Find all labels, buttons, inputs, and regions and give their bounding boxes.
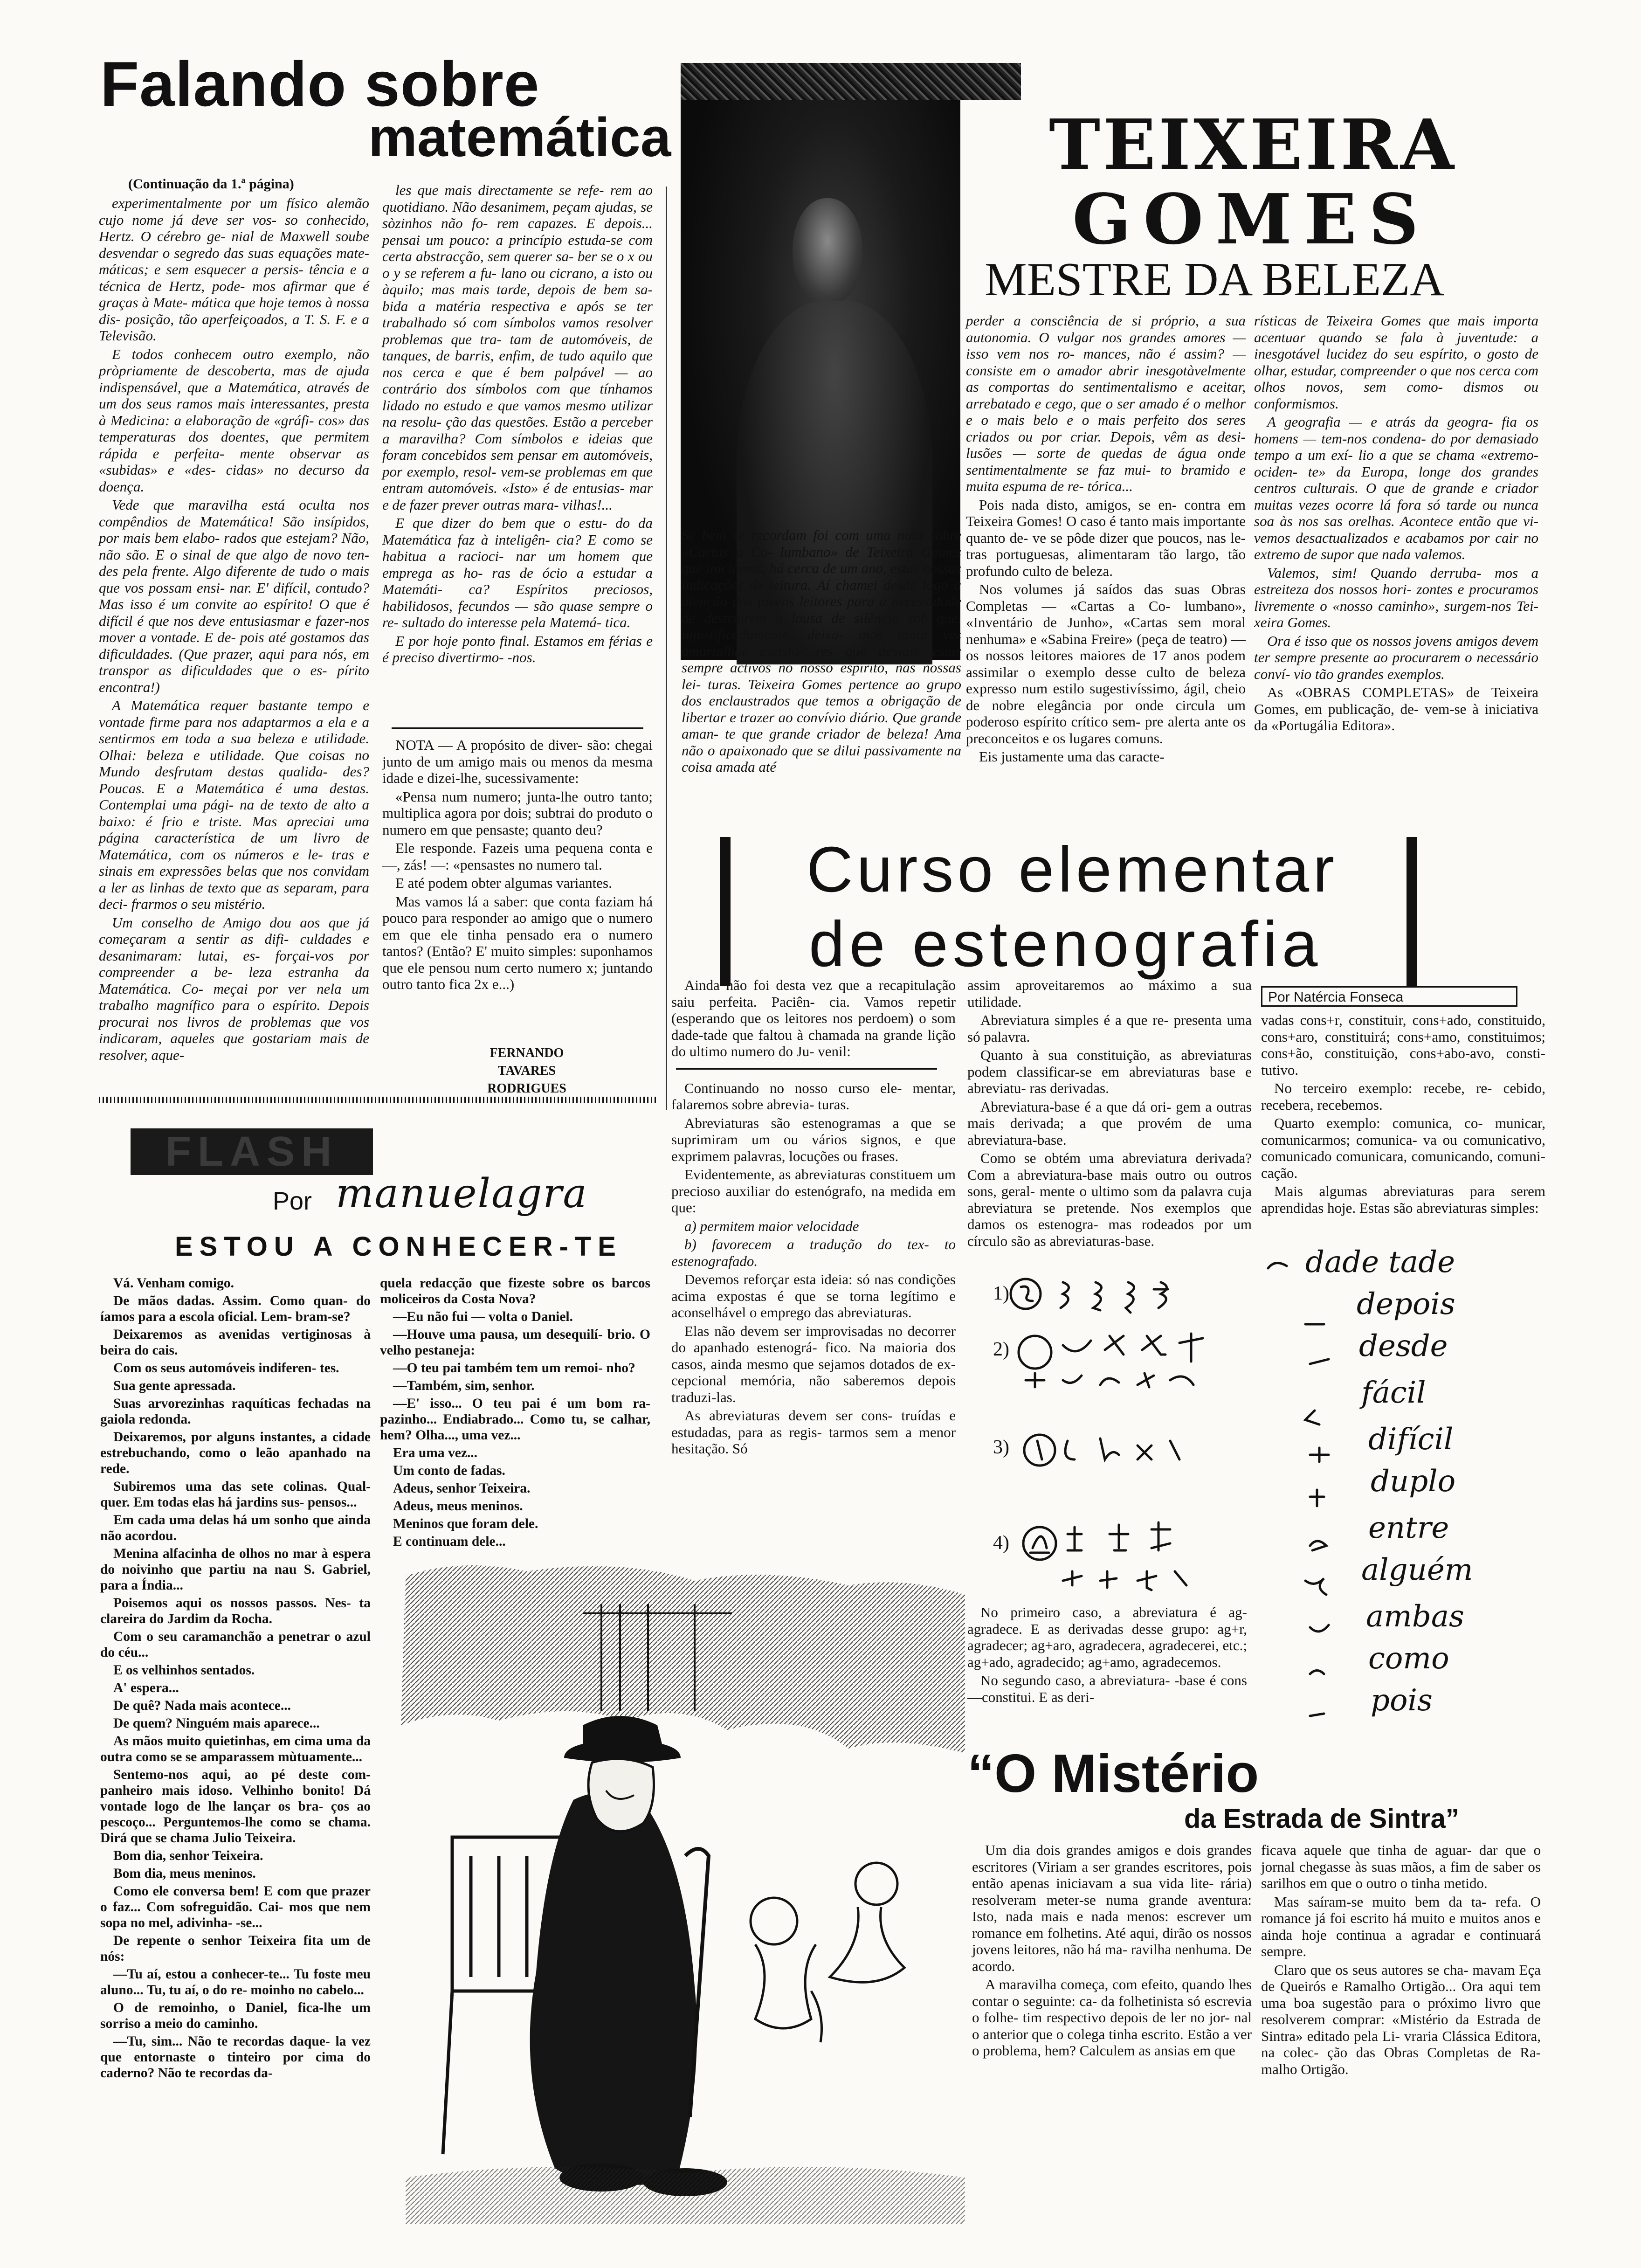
divider [392, 727, 643, 729]
paragraph: Ele responde. Fazeis uma pequena conta e —, zás! —: «pensastes no numero tal. [382, 840, 653, 873]
stroke [1030, 1536, 1049, 1553]
paragraph: —Eu não fui — volta o Daniel. [393, 1309, 573, 1324]
math-title-line1: Falando sobre [100, 48, 540, 119]
shorthand-svg [984, 1268, 1263, 1623]
paragraph: Mais algumas abreviaturas para serem aprendidas hoje. Estas são abreviaturas simples: [1261, 1183, 1545, 1216]
stroke [1138, 1571, 1156, 1590]
paragraph: Evidentemente, as abreviaturas constituem um precioso auxiliar do estenógrafo, na medida em que: [671, 1166, 956, 1216]
paragraph: —Também, sim, senhor. [393, 1378, 535, 1393]
base-circle-2 [1019, 1336, 1051, 1369]
stroke [1175, 1571, 1186, 1585]
stroke [1021, 1286, 1033, 1301]
base-circle-4 [1023, 1527, 1056, 1560]
paragraph: De quê? Nada mais acontece... [113, 1698, 291, 1713]
ground [406, 2167, 965, 2224]
stroke [1100, 1438, 1119, 1459]
math-nota [382, 737, 653, 1040]
por-label: Por [273, 1187, 312, 1215]
math-author: FERNANDO TAVARES RODRIGUES [487, 1046, 566, 1096]
paragraph: Um conselho de Amigo dou aos que já começaram a sentir as difi- culdades e desanimaram: lutai, es- forçai-vos por compreender a be- leza estranha da Matemática. Co- meçai por ver nela um trabalho magnífico para o espírito. Depois procurai nos livros de problemas que vos indicaram, aqueles que gostariam mais de resolver, aque- [99, 914, 369, 1063]
gomes-title: GOMES [1072, 179, 1431, 260]
paragraph: Vede que maravilha está oculta nos compêndios de Matemática! São insípidos, por mais bem elabo- rados que estejam? Não, não são. E o sinal de que algo de novo ten- des pela frente. Algo diferente de tudo o mais que vos possam ensi- nar. E' difícil, contudo? Mas isso é um convite ao espírito! O que é difícil é que nos deve entusiasmar e fazer-nos mover a vontade. E de- pois até gostamos das dificuldades. (Que prazer, aqui para nós, em transpor as dificuldades que o es- pírito encontra!) [99, 497, 369, 695]
stroke [1310, 1671, 1324, 1674]
paragraph: De quem? Ninguém mais aparece... [113, 1716, 320, 1731]
paragraph: Poisemos aqui os nossos passos. Nes- ta clareira do Jardim da Rocha. [100, 1596, 371, 1626]
stroke [1170, 1441, 1179, 1459]
paragraph: Deixaremos, por alguns instantes, a cidade estrebuchando, como o leão apanhado na rede. [100, 1430, 371, 1476]
math-column-1 [99, 195, 369, 1095]
paragraph: «Pensa num numero; junta-lhe outro tanto; multiplica agora por dois; subtrai do produto o numero em que pensaste; quanto deu? [382, 788, 653, 838]
paragraph: Devemos reforçar esta ideia: só nas condições acima expostas é que se torna legítimo e aconselhável o emprego das abreviaturas. [671, 1271, 956, 1321]
paragraph: E por hoje ponto final. Estamos em férias e é preciso divertirmo- -nos. [382, 632, 653, 665]
stroke [1105, 1336, 1124, 1355]
paragraph: Abreviaturas são estenogramas a que se suprimiram um ou vários signos, e que exprimem palavras, locuções ou frases. [671, 1114, 956, 1164]
paragraph: No segundo caso, a abreviatura- -base é cons—constitui. E as deri- [967, 1672, 1247, 1705]
paragraph: E até podem obter algumas variantes. [395, 875, 612, 891]
paragraph: A' espera... [113, 1680, 179, 1695]
flash-banner: FLASH [131, 1128, 373, 1175]
stroke [1093, 1282, 1102, 1310]
paragraph: vadas cons+r, constituir, cons+ado, constituido, cons+aro, constituirá; cons+amo, constituimos; cons+ão, constituição, cons+abo-avo, consti- tutivo. [1261, 1012, 1545, 1078]
stroke [1170, 1376, 1193, 1385]
handwritten-word: desde [1359, 1329, 1448, 1363]
paragraph: No terceiro exemplo: recebe, re- cebido, recebera, recebemos. [1261, 1080, 1545, 1113]
teixeira-col-right [1254, 312, 1538, 830]
estou-title: ESTOU A CONHECER-TE [175, 1231, 622, 1262]
stroke [1110, 1525, 1128, 1550]
estenografia-title-line1: Curso elementar [807, 834, 1338, 906]
paragraph: perder a consciência de si próprio, a sua autonomia. O vulgar nos grandes amores — isso vem nos ro- mances, não é assim? — consiste em o amador abrir inesgotàvelmente as comportas do sentimentalismo e aceitar, arrebatado e cego, que o ser amado é o melhor e o mais belo e o mais perfeito dos seres criados ou por criar. Depois, vêm as desi- lusões — sorte de quedas de água onde sentimentalmente se faz mui- to bramido e muita espuma de re- tórica... [966, 312, 1246, 494]
paragraph: Como ele conversa bem! E com que prazer o faz... Com sofreguidão. Cai- mos que nem sopa no mel, adivinha- -se... [100, 1884, 371, 1930]
paragraph: Um conto de fadas. [393, 1463, 505, 1478]
paragraph: Um dia dois grandes amigos e dois grandes escritores (Viriam a ser grandes escritores, pois então apenas iniciavam a sua vida lite- rária) resolveram meter-se numa grande aventura: Isto, nada mais e nada menos: escrever um romance em folhetins. Até aqui, dirão os nossos jovens leitores, não há ma- ravilha nenhuma. De acordo. [972, 1842, 1252, 1974]
flash-column-1 [100, 1275, 371, 2171]
paragraph: Se bem se recordam foi com uma nota sobre «Cartas a Co- lumbano» de Teixeira Gomes que iniciámos, há cerca de um ano, estas nossas indicações de leitura. Aí chamei desde logo a atenção dos jovens leitores para a necessidade de destruírem a lousa de silêncio sob que, injustificadamente, deixa- mos tanta vez amortalhar escrito- res que deviam estar sempre activos no nosso espírito, nas nossas lei- turas. Teixeira Gomes pertence ao grupo dos enclaustrados que temos a obrigação de libertar e trazer ao convívio diário. Que grande aman- te que grande criador de beleza! Ama não o apaixonado que se dilui passivamente na coisa amada até [682, 527, 961, 775]
stroke [1310, 1541, 1326, 1550]
teixeira-col-mid [966, 312, 1246, 811]
children [751, 1863, 904, 2042]
illustration-old-man [406, 1557, 965, 2224]
stroke [1063, 1376, 1082, 1383]
paragraph: E todos conhecem outro exemplo, não pròpriamente de descoberta, mas de ajuda indispensável, que a Matemática, através de um dos seus ramos mais interessantes, presta à Medicina: a elaboração de «gráfi- cos» das temperaturas dos doentes, que permitem rápida e perfeita- mente observar as «subidas» e «des- cidas» no decurso da doença. [99, 346, 369, 495]
example-number: 4) [993, 1532, 1009, 1554]
handwritten-word: como [1368, 1641, 1449, 1676]
handwritten-word: fácil [1361, 1376, 1426, 1410]
paragraph: Era uma vez... [393, 1445, 478, 1460]
paragraph: Com os seus automóveis indiferen- tes. [113, 1361, 339, 1376]
handwritten-word: difícil [1368, 1422, 1454, 1457]
paragraph: De repente o senhor Teixeira fita um de nós: [100, 1933, 371, 1964]
estenografia-col-3 [1261, 1012, 1545, 1245]
paragraph: Abreviatura simples é a que re- presenta uma só palavra. [967, 1012, 1252, 1045]
stroke [1065, 1441, 1075, 1459]
paragraph: b) favorecem a tradução do tex- to estenografado. [671, 1236, 956, 1269]
paragraph: O de remoinho, o Daniel, fica-lhe um sorriso a meio do caminho. [100, 2000, 371, 2031]
paragraph: Em cada uma delas há um sonho que ainda não acordou. [100, 1513, 371, 1543]
foliage [401, 1565, 965, 1753]
stroke [1268, 1263, 1287, 1268]
stroke [1138, 1445, 1151, 1459]
paragraph: —E' isso... O teu pai é um bom ra- pazinho... Endiabrado... Como tu, se calhar, hem? Olha..., uma vez... [380, 1396, 650, 1443]
stroke [1068, 1527, 1082, 1550]
paragraph: assim aproveitaremos ao máximo a sua utilidade. [967, 977, 1252, 1010]
paragraph: As «OBRAS COMPLETAS» de Teixeira Gomes, em publicação, de- vem-se à iniciativa da «Portugália Editora». [1254, 684, 1538, 733]
paragraph: Deixaremos as avenidas vertiginosas à beira do cais. [100, 1327, 371, 1358]
estenografia-title-line2: de estenografia [809, 908, 1323, 980]
paragraph: a) permitem maior velocidade [684, 1217, 859, 1234]
stroke [1305, 1578, 1326, 1595]
paragraph: Pois nada disto, amigos, se en- contra em Teixeira Gomes! O caso é tanto mais importante quanto de- ve se pôde dizer que poucos, nas le- tras portuguesas, alimentaram tão largo, tão profundo culto de beleza. [966, 496, 1246, 579]
paragraph: Menina alfacinha de olhos no mar à espera do noivinho que partiu na nau S. Gabriel, para a Índia... [100, 1546, 371, 1593]
paragraph: Nos volumes já saídos das suas Obras Completas — «Cartas a Co- lumbano», «Inventário de Junho», «Cartas sem moral nenhuma» e «Sabina Freire» (peça de teatro) — os nossos leitores maiores de 17 anos podem assimilar o exemplo desse culto de beleza expresso num estilo sugestivíssimo, ágil, cheio de nobre elegância por onde circula um poderoso espírito crítico sem- pre alerta ante os preconceitos e os lugares comuns. [966, 581, 1246, 747]
stroke [1063, 1571, 1082, 1585]
misterio-col-2 [1261, 1842, 1541, 2206]
portrait-face [793, 198, 862, 305]
stroke [1061, 1282, 1069, 1308]
paragraph: Elas não devem ser improvisadas no decorrer do apanhado estenográ- fico. Na maioria dos casos, ainda mesmo que sejamos dotados de ex- cepcional memória, não saberemos depois traduzi-las. [671, 1322, 956, 1405]
stroke [1154, 1282, 1168, 1308]
mestre-subtitle: MESTRE DA BELEZA [985, 253, 1444, 306]
paragraph: Como se obtém uma abreviatura derivada? Com a abreviatura-base mais outro ou outros sons, geral- mente o ultimo som da palavra cuja abreviatura se pretende. Nos exemplos que damos os estenogra- mas rodeados por um círculo são as abreviaturas-base. [967, 1150, 1252, 1249]
estenografia-col-1 [671, 977, 956, 1536]
paragraph: Vá. Venham comigo. [113, 1276, 234, 1291]
paragraph: Bom dia, senhor Teixeira. [113, 1848, 263, 1863]
paragraph: Mas saíram-se muito bem da ta- refa. O romance já foi escrito há muito e muitos anos e ainda hoje continua a agradar e continuará sempre. [1261, 1893, 1541, 1959]
paragraph: Eis justamente uma das caracte- [979, 748, 1165, 765]
paragraph: E continuam dele... [393, 1534, 506, 1549]
paragraph: Ora é isso que os nossos jovens amigos devem ter sempre presente ao procurarem o necessário conví- vio tão grandes exemplos. [1254, 632, 1538, 682]
misterio-col-1 [972, 1842, 1252, 2206]
stroke [1151, 1522, 1170, 1550]
math-column-2 [382, 182, 653, 723]
paragraph: E os velhinhos sentados. [113, 1663, 255, 1678]
paragraph: As mãos muito quietinhas, em cima uma da outra como se se amparassem mùtuamente... [100, 1734, 371, 1764]
paragraph: Ainda não foi desta vez que a recapitulação saiu perfeita. Paciên- cia. Vamos repetir (esperando que os leitores nos perdoem) o som dade-tade que faltou à chamada na grande lição do ultimo numero do Ju- venil: [671, 977, 956, 1059]
paragraph: Bom dia, meus meninos. [113, 1866, 256, 1881]
paragraph: NOTA — A propósito de diver- são: chegai junto de um amigo mais ou menos da mesma idade e dizei-lhe, sucessivamente: [382, 737, 653, 786]
handwritten-word: ambas [1366, 1599, 1464, 1634]
abbreviation-word-list [1259, 1236, 1520, 1739]
paragraph: A maravilha começa, com efeito, quando lhes contar o seguinte: ca- da folhetinista só escrevia o folhe- tim respectivo depois de ler no jor- nal o anterior que o colega tinha escrito. Estão a ver o problema, hem? Calculem as ansias em que [972, 1976, 1252, 2059]
continuation-note: (Continuação da 1.ª página) [128, 176, 294, 192]
paragraph: A geografia — e atrás da geogra- fia os homens — tem-nos condena- do por demasiado tempo a um exí- lio a que se chama «extremo-ociden- te» da Europa, longe dos grandes centros culturais. O que de grande e criador muitas vezes ocorre lá fora só tarde ou nunca soa às nos sas orelhas. Acontece então que vi- vemos desactualizados e acabamos por cair no extremo de supor que nada valemos. [1254, 414, 1538, 562]
example-number: 2) [993, 1339, 1009, 1360]
paragraph: Quanto à sua constituição, as abreviaturas podem classificar-se em abreviaturas base e abreviatu- ras derivadas. [967, 1047, 1252, 1096]
section-divider [99, 1097, 658, 1103]
paragraph: experimentalmente por um físico alemão cujo nome já deve ser vos- so conhecido, Hertz. O cérebro ge- nial de Maxwell soube desvendar o segredo das suas equações mate- máticas; e sem esquecer a persis- tência e a técnica de Hertz, pode- mos afirmar que é graças à Mate- mática que hoje temos à nossa dis- posição, tão aperfeiçoados, a T. S. F. e a Televisão. [99, 195, 369, 344]
handwritten-word: entre [1368, 1511, 1449, 1545]
paragraph: —Houve uma pausa, um desequilí- brio. O velho pestaneja: [380, 1327, 650, 1358]
illustration-svg [406, 1557, 965, 2224]
divider [676, 1068, 937, 1070]
stroke [1310, 1359, 1329, 1364]
stroke [1063, 1341, 1091, 1351]
example-number: 1) [993, 1283, 1009, 1304]
paragraph: Com o seu caramanchão a penetrar o azul do céu... [100, 1629, 371, 1660]
paragraph: ficava aquele que tinha de aguar- dar que o jornal chegasse às suas mãos, a fim de saber os sarilhos em que o outro o tinha metido. [1261, 1842, 1541, 1891]
stroke [1310, 1448, 1329, 1462]
stroke [1310, 1490, 1324, 1506]
base-circle-1 [1011, 1279, 1041, 1309]
paragraph: Suas arvorezinhas raquíticas fechadas na gaiola redonda. [100, 1396, 371, 1427]
estenografia-bottom-text [967, 1604, 1247, 1744]
handwritten-word: alguém [1361, 1553, 1473, 1587]
author-signature: manuelagra [336, 1170, 588, 1217]
paragraph: —O teu pai também tem um remoi- nho? [393, 1361, 635, 1376]
paragraph: Continuando no nosso curso ele- mentar, falaremos sobre abrevia- turas. [671, 1079, 956, 1113]
paragraph: Subiremos uma das sete colinas. Qual- quer. Em todas elas há jardins sus- pensos... [100, 1479, 371, 1510]
handwritten-word: pois [1371, 1683, 1433, 1718]
stroke [1126, 1282, 1134, 1313]
paragraph: No primeiro caso, a abreviatura é ag-agradece. E as derivadas desse grupo: ag+r, agradecer; ag+aro, agradecera, agradecerei, etc.; ag+ado, agradecido; ag+amo, agradecemos. [967, 1604, 1247, 1670]
hat [564, 1716, 681, 1763]
math-title-line2: matemática [368, 107, 671, 168]
paragraph: De mãos dadas. Assim. Como quan- do íamos para a escola oficial. Lem- bram-se? [100, 1293, 371, 1324]
estenografia-byline: Por Natércia Fonseca [1261, 986, 1517, 1007]
stroke [1138, 1373, 1154, 1387]
header-pattern-bar [681, 63, 1021, 100]
paragraph: Adeus, senhor Teixeira. [393, 1481, 531, 1496]
estenografia-col-2 [967, 977, 1252, 1275]
stroke [1310, 1714, 1324, 1716]
face [588, 1759, 654, 1832]
paragraph: rísticas de Teixeira Gomes que mais importa acentuar quando se fala à juventude: a inesgotável lucidez do seu espírito, o gosto de olhar, estudar, compreender o que nos cerca com olhos novos, sem como- dismos ou conformismos. [1254, 312, 1538, 412]
handwritten-word: depois [1357, 1287, 1455, 1321]
stroke [1026, 1373, 1044, 1387]
paragraph: Adeus, meus meninos. [393, 1499, 523, 1514]
man-body [530, 1792, 697, 2185]
teixeira-col-left [682, 527, 961, 811]
stroke [1100, 1571, 1117, 1588]
paragraph: —Tu aí, estou a conhecer-te... Tu foste meu aluno... Tu, tu aí, o do re- moinho no cabelo... [100, 1967, 371, 1998]
stroke [1179, 1334, 1203, 1362]
flash-column-2 [380, 1275, 650, 1549]
paragraph: —Tu, sim... Não te recordas daque- la vez que entornaste o tinteiro por cima do caderno? Não te recordas da- [100, 2034, 371, 2081]
paragraph: A Matemática requer bastante tempo e vontade firme para nos adaptarmos a ela e a sentirmos em toda a sua beleza e utilidade. Olhai: beleza e utilidade. Que coisas no Mundo desfrutam destas qualida- des? Poucas. E a Matemática é uma destas. Contemplai uma pági- na de texto de alto a baixo: é frio e triste. Mas apreciai uma página característica de um livro de Matemática, com os números e le- tras e sinais em expressões belas que nos convidam a ler as linhas de texto que as separam, para deci- frarmos o seu mistério. [99, 697, 369, 912]
misterio-title-line1: “O Mistério [967, 1743, 1259, 1804]
paragraph: Meninos que foram dele. [393, 1516, 538, 1531]
column-divider [666, 187, 667, 1110]
paragraph: Mas vamos lá a saber: que conta faziam há pouco para responder ao amigo que o numero em que ele tinha pensado era o numero tantos? (Então? E' muito simples: suponhamos que ele pensou num certo numero x; juntando outro tanto fica 2x e...) [382, 893, 653, 992]
handwritten-word: dade tade [1305, 1245, 1455, 1279]
paragraph: Valemos, sim! Quando derruba- mos a estreiteza dos nossos hori- zontes e procuramos livremente o «nosso caminho», surgem-nos Tei- xeira Gomes. [1254, 564, 1538, 630]
paragraph: As abreviaturas devem ser cons- truídas e estudadas, para as regis- tarmos sem a menor hesitação. Só [671, 1407, 956, 1457]
shorthand-examples [984, 1268, 1263, 1623]
paragraph: les que mais directamente se refe- rem ao quotidiano. Não desanimem, peçam ajudas, se sòzinhos não fo- rem capazes. E depois... pensai um pouco: a princípio estuda-se com certa abstracção, sem querer sa- ber se o x ou o y se referem a fu- lano ou cicrano, a isto ou àquilo; mas mais tarde, depois de bem sa- bida a matéria respectiva e após se ter trabalhado só com símbolos vamos resolver problemas que tra- tam de automóveis, de tanques, de barris, enfim, de tudo aquilo que nos cerca e que é bem palpável — ao contrário dos símbolos com que tínhamos lidado no estudo e que vamos mesmo utilizar na resolu- ção das questões. Estão a perceber a maravilha? Com símbolos e ideias que foram concebidos sem pensar em automóveis, por exemplo, resol- vem-se problemas em que entram automóveis. «Isto» é de entusias- mar e de fazer prever outras mara- vilhas!... [382, 182, 653, 513]
paragraph: quela redacção que fizeste sobre os barcos moliceiros da Costa Nova? [380, 1276, 650, 1307]
paragraph: Claro que os seus autores se cha- mavam Eça de Queirós e Ramalho Ortigão... Ora aqui tem uma boa sugestão para o próximo livro que resolverem comprar: «Mistério da Estrada de Sintra» editado pela Li- vraria Clássica Editora, na colec- ção das Obras Completas de Ra- malho Ortigão. [1261, 1961, 1541, 2077]
paragraph: Sua gente apressada. [113, 1378, 236, 1393]
paragraph: Quarto exemplo: comunica, co- municar, comunicarmos; comunica- va ou comunicativo, comunicado comunicara, comunicando, comuni- cação. [1261, 1115, 1545, 1181]
paragraph: Sentemo-nos aqui, ao pé deste com- panheiro mais idoso. Velhinho bonito! Dá vontade logo de lhe lançar os bra- ços ao pescoço... Perguntemos-lhe como se chama. Dirá que se chama Julio Teixeira. [100, 1767, 371, 1846]
handwritten-word: duplo [1371, 1464, 1456, 1499]
misterio-title-line2: da Estrada de Sintra” [1184, 1804, 1459, 1834]
stroke [1037, 1441, 1042, 1459]
paragraph: E que dizer do bem que o estu- do da Matemática faz à inteligên- cia? E como se habitua a racioci- nar um homem que emprega as ho- ras de ócio a estudar a Matemáti- ca? Espíritos preciosos, habilidosos, fecundos — são quase sempre o re- sultado do interesse pela Matemá- tica. [382, 515, 653, 630]
example-number: 3) [993, 1437, 1009, 1458]
stroke [1100, 1378, 1119, 1385]
stroke [1310, 1625, 1329, 1632]
stroke [1142, 1336, 1165, 1355]
stroke [1305, 1411, 1319, 1424]
paragraph: Abreviatura-base é a que dá ori- gem a outras mais derivada; a que provém de uma abreviatura-base. [967, 1098, 1252, 1148]
teixeira-title: TEIXEIRA [1049, 104, 1457, 185]
